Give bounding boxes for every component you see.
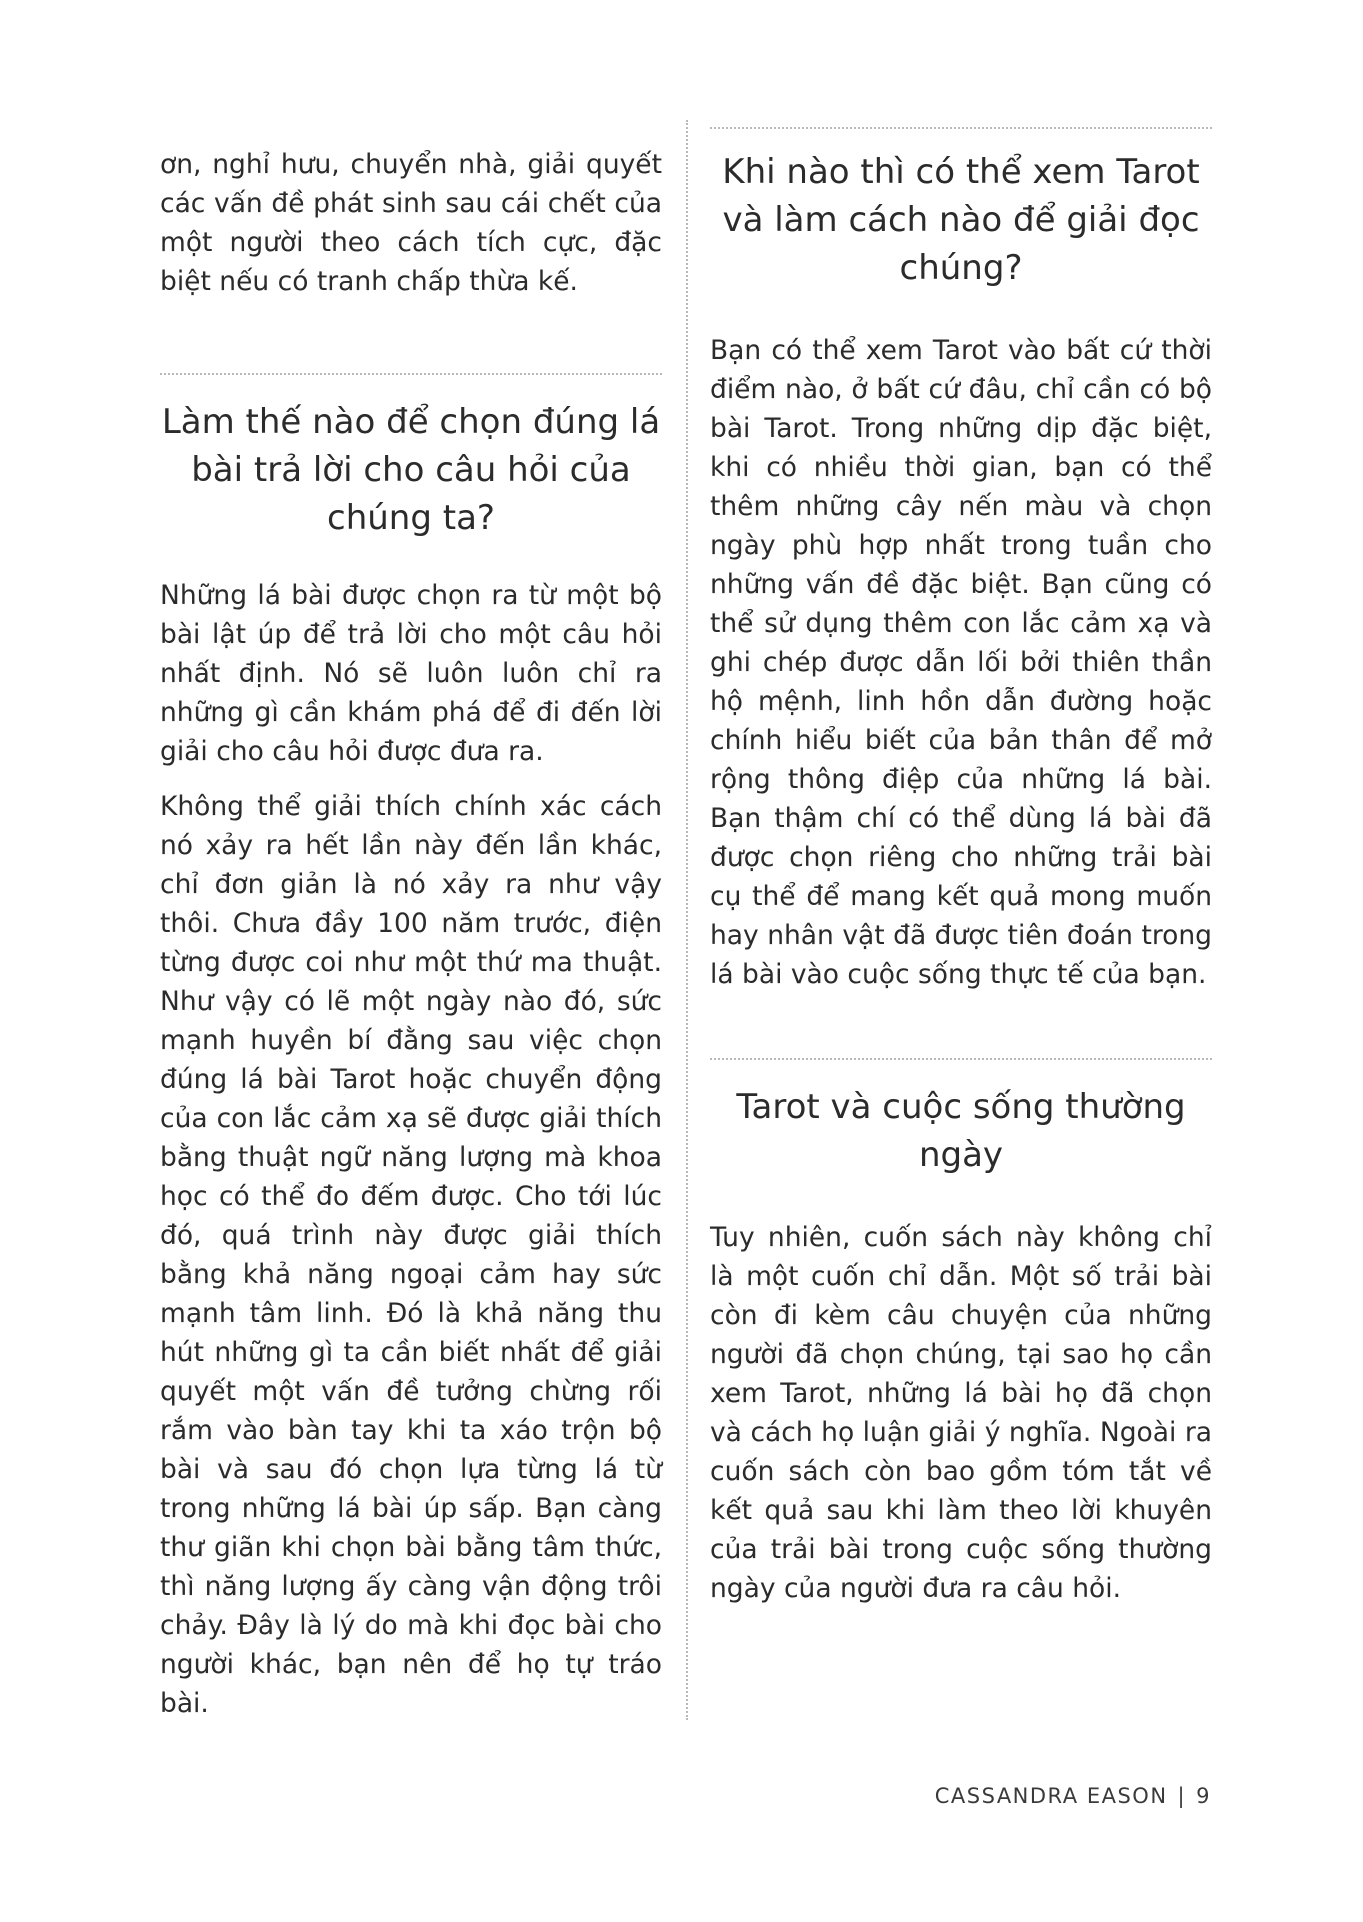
section1-paragraph: Bạn có thể xem Tarot vào bất cứ thời điểm nào, ở bất cứ đâu, chỉ cần có bộ bài Tarot. Trong những dịp đặc biệt, khi có nhiều thời gian, bạn có thể thêm những cây nến màu và chọn ngày phù hợp nhất trong tuần cho những vấn đề đặc biệt. Bạn cũng có thể sử dụng thêm con lắc cảm xạ và ghi chép được dẫn lối bởi thiên thần hộ mệnh, linh hồn dẫn đường hoặc chính hiểu biết của bản thân để mở rộng thông điệp của những lá bài. Bạn thậm chí có thể dùng lá bài đã được chọn riêng cho những trải bài cụ thể để mang kết quả mong muốn hay nhân vật đã được tiên đoán trong lá bài vào cuộc sống thực tế của bạn. [710,335,1212,990]
section-divider [710,1058,1212,1060]
section2-paragraph: Tuy nhiên, cuốn sách này không chỉ là một cuốn chỉ dẫn. Một số trải bài còn đi kèm câu chuyện của những người đã chọn chúng, tại sao họ cần xem Tarot, những lá bài họ đã chọn và cách họ luận giải ý nghĩa. Ngoài ra cuốn sách còn bao gồm tóm tắt về kết quả sau khi làm theo lời khuyên của trải bài trong cuộc sống thường ngày của người đưa ra câu hỏi. [710,1222,1212,1604]
body-paragraph-1: Những lá bài được chọn ra từ một bộ bài lật úp để trả lời cho một câu hỏi nhất định. Nó sẽ luôn luôn chỉ ra những gì cần khám phá để đi đến lời giải cho câu hỏi được đưa ra. [160,580,662,767]
column-divider [686,120,688,1720]
page-number: 9 [1196,1784,1211,1808]
footer-separator: | [1177,1784,1187,1808]
footer-author: CASSANDRA EASON [934,1784,1168,1808]
section-divider [160,373,662,375]
continuation-paragraph: ơn, nghỉ hưu, chuyển nhà, giải quyết các vấn đề phát sinh sau cái chết của một người theo cách tích cực, đặc biệt nếu có tranh chấp thừa kế. [160,149,662,297]
page-footer [935,1784,1211,1808]
section-divider [710,127,1212,129]
section-heading-when-tarot: Khi nào thì có thể xem Tarot và làm cách nào để giải đọc chúng? [722,152,1200,288]
section-heading-daily-life: Tarot và cuộc sống thường ngày [736,1087,1186,1175]
body-paragraph-2: Không thể giải thích chính xác cách nó xảy ra hết lần này đến lần khác, chỉ đơn giản là nó xảy ra như vậy thôi. Chưa đầy 100 năm trước, điện từng được coi như một thứ ma thuật. Như vậy có lẽ một ngày nào đó, sức mạnh huyền bí đằng sau việc chọn đúng lá bài Tarot hoặc chuyển động của con lắc cảm xạ sẽ được giải thích bằng thuật ngữ năng lượng mà khoa học có thể đo đếm được. Cho tới lúc đó, quá trình này được giải thích bằng khả năng ngoại cảm hay sức mạnh tâm linh. Đó là khả năng thu hút những gì ta cần biết nhất để giải quyết một vấn đề tưởng chừng rối rắm vào bàn tay khi ta xáo trộn bộ bài và sau đó chọn lựa từng lá từ trong những lá bài úp sấp. Bạn càng thư giãn khi chọn bài bằng tâm thức, thì năng lượng ấy càng vận động trôi chảy. Đây là lý do mà khi đọc bài cho người khác, bạn nên để họ tự tráo bài. [160,791,662,1719]
section-heading-choose-card: Làm thế nào để chọn đúng lá bài trả lời cho câu hỏi của chúng ta? [161,402,661,538]
